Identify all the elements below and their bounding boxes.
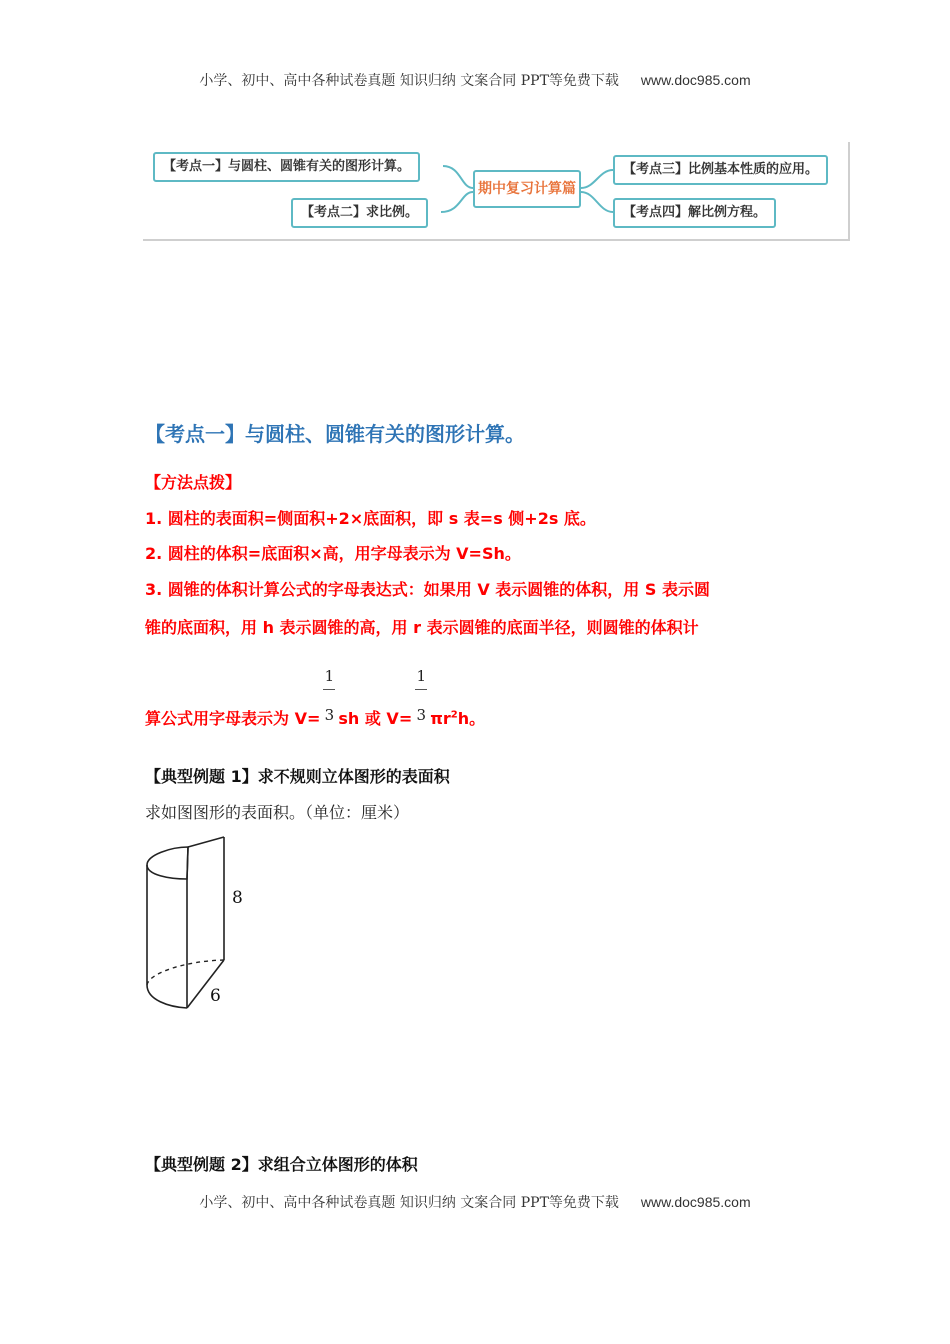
- method-line-1: 1. 圆柱的表面积=侧面积+2×底面积，即 s 表=s 侧+2s 底。: [145, 509, 596, 528]
- formula-prefix: 算公式用字母表示为 V=: [145, 709, 321, 728]
- footer-text: 小学、初中、高中各种试卷真题 知识归纳 文案合同 PPT等免费下载: [199, 1195, 619, 1211]
- formula-exponent: 2: [450, 709, 458, 721]
- connector-topic2: [441, 192, 473, 212]
- formula-suffix: h。: [457, 709, 486, 728]
- page-header: [0, 70, 950, 90]
- mind-map-center[interactable]: 期中复习计算篇: [473, 170, 581, 208]
- divider: [143, 239, 850, 241]
- top-edge-right: [188, 837, 224, 847]
- hidden-arc: [147, 960, 224, 985]
- method-title: 【方法点拨】: [145, 473, 242, 492]
- connector-topic4: [581, 192, 613, 212]
- header-text: 小学、初中、高中各种试卷真题 知识归纳 文案合同 PPT等免费下载: [199, 73, 619, 89]
- section-title: 【考点一】与圆柱、圆锥有关的图形计算。: [145, 422, 525, 446]
- mind-map-topic-4[interactable]: 【考点四】解比例方程。: [613, 198, 776, 228]
- fraction-one-third: [414, 667, 428, 728]
- fraction-denominator: 3: [416, 706, 426, 724]
- half-cylinder-figure: [135, 825, 265, 1015]
- fraction-denominator: 3: [324, 706, 335, 724]
- method-line-5: [145, 667, 486, 729]
- connector-topic1: [443, 166, 473, 188]
- example-2-title: 【典型例题 2】求组合立体图形的体积: [145, 1155, 418, 1174]
- fraction-bar: [415, 689, 427, 690]
- top-diameter: [187, 847, 188, 879]
- divider: [848, 142, 850, 241]
- method-line-3: 3. 圆锥的体积计算公式的字母表达式：如果用 V 表示圆锥的体积，用 S 表示圆: [145, 580, 710, 599]
- diameter-label: 6: [210, 986, 221, 1006]
- method-line-4: 锥的底面积，用 h 表示圆锥的高，用 r 表示圆锥的底面半径，则圆锥的体积计: [145, 618, 699, 637]
- header-site-link[interactable]: www.doc985.com: [640, 72, 751, 88]
- footer-site-link[interactable]: www.doc985.com: [640, 1194, 751, 1210]
- page-footer: [0, 1192, 950, 1212]
- example-1-question: 求如图图形的表面积。（单位：厘米）: [145, 803, 410, 822]
- method-line-2: 2. 圆柱的体积=底面积×高，用字母表示为 V=Sh。: [145, 544, 521, 563]
- example-1-title: 【典型例题 1】求不规则立体图形的表面积: [145, 767, 450, 786]
- fraction-numerator: 1: [324, 667, 335, 685]
- formula-pi-r: πr: [430, 709, 451, 728]
- fraction-bar: [323, 689, 335, 690]
- bottom-arc: [147, 985, 187, 1008]
- height-label: 8: [232, 888, 243, 908]
- mind-map-topic-1[interactable]: 【考点一】与圆柱、圆锥有关的图形计算。: [153, 152, 420, 182]
- formula-mid: sh 或 V=: [338, 709, 413, 728]
- fraction-one-third: [322, 667, 336, 728]
- mind-map: [143, 140, 850, 240]
- mind-map-topic-3[interactable]: 【考点三】比例基本性质的应用。: [613, 155, 828, 185]
- fraction-numerator: 1: [416, 667, 426, 685]
- connector-topic3: [581, 170, 613, 188]
- top-face: [147, 847, 188, 879]
- mind-map-topic-2[interactable]: 【考点二】求比例。: [291, 198, 428, 228]
